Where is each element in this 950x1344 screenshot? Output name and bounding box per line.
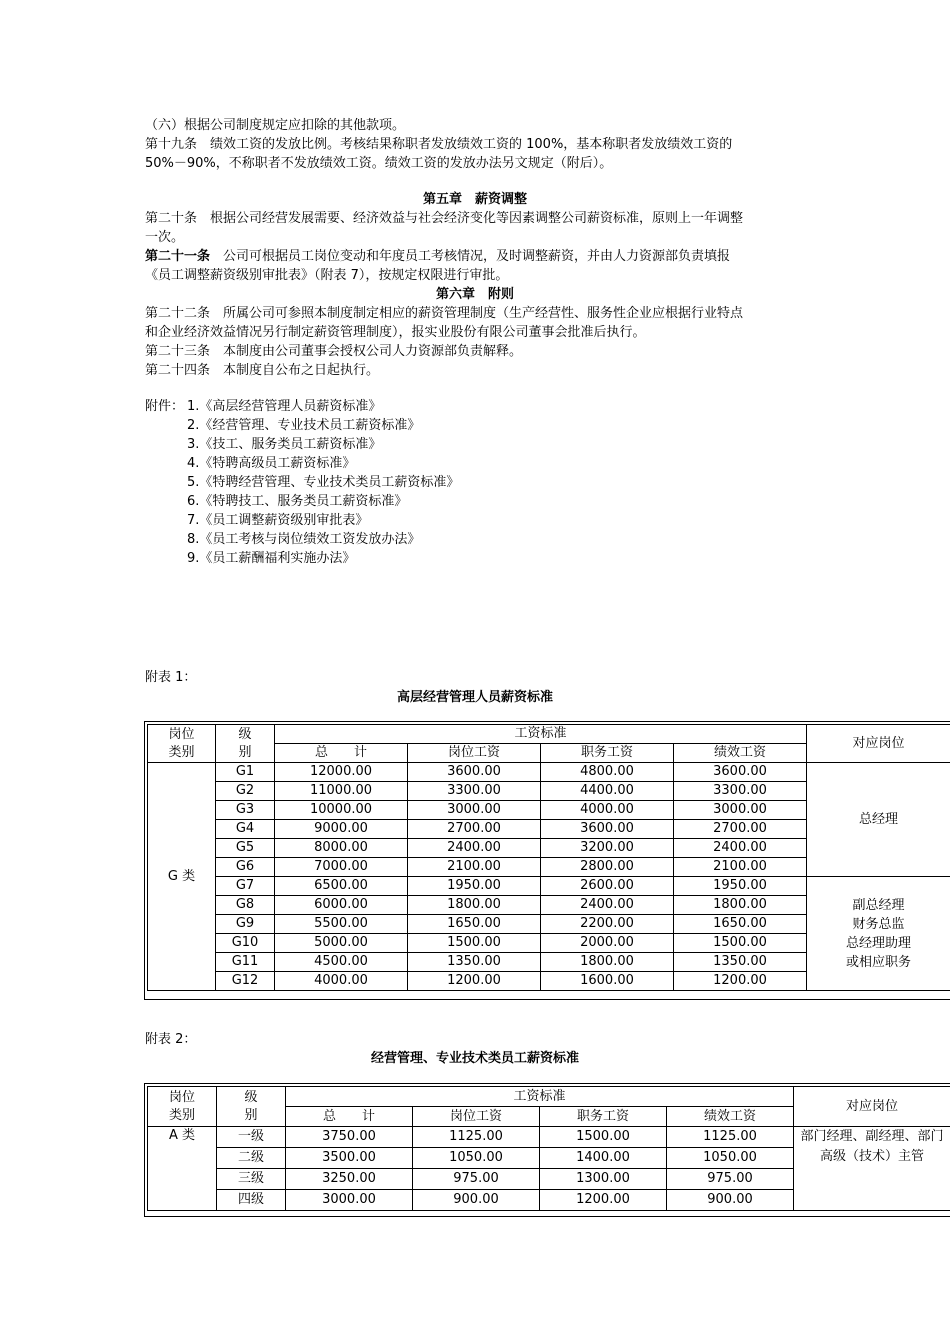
table-cell: 975.00 [667, 1169, 794, 1190]
table-cell: G1 [216, 763, 275, 782]
table-cell: 1800.00 [541, 953, 674, 972]
table-cell: 1500.00 [408, 934, 541, 953]
table-cell: 1350.00 [674, 953, 807, 972]
table1-label: 附表 1： [145, 670, 197, 685]
table-cell: 1650.00 [408, 915, 541, 934]
table-cell: G5 [216, 839, 275, 858]
table-cell: 2200.00 [541, 915, 674, 934]
table-cell: 1950.00 [674, 877, 807, 896]
attachment-item: 5.《特聘经营管理、专业技术类员工薪资标准》 [187, 475, 460, 490]
table-cell: 一级 [217, 1127, 286, 1148]
para-art19-line1: 第十九条 绩效工资的发放比例。考核结果称职者发放绩效工资的 100%，基本称职者发放绩效工资的 [145, 137, 733, 152]
table-cell: 4800.00 [541, 763, 674, 782]
table-cell: 1350.00 [408, 953, 541, 972]
table-cell: 2400.00 [674, 839, 807, 858]
para-art24: 第二十四条 本制度自公布之日起执行。 [145, 363, 380, 378]
table-cell: 10000.00 [275, 801, 408, 820]
table2-label: 附表 2： [145, 1032, 197, 1047]
table-cell: 2700.00 [408, 820, 541, 839]
table-cell: 1500.00 [540, 1127, 667, 1148]
table-cell: 1650.00 [674, 915, 807, 934]
table-cell: 3000.00 [408, 801, 541, 820]
para-art19-line2: 50%－90%，不称职者不发放绩效工资。绩效工资的发放办法另文规定（附后）。 [145, 156, 613, 171]
table-cell: 4500.00 [275, 953, 408, 972]
art21-text: 公司可根据员工岗位变动和年度员工考核情况，及时调整薪资，并由人力资源部负责填报 [210, 249, 731, 264]
para-art22-line1: 第二十二条 所属公司可参照本制度制定相应的薪资管理制度（生产经营性、服务性企业应根据行业特点 [145, 306, 744, 321]
attachment-item: 6.《特聘技工、服务类员工薪资标准》 [187, 494, 408, 509]
table-cell: 1950.00 [408, 877, 541, 896]
table-cell: 1500.00 [674, 934, 807, 953]
table-cell: G10 [216, 934, 275, 953]
table2-header-position: 对应岗位 [794, 1087, 950, 1127]
attachment-item: 7.《员工调整薪资级别审批表》 [187, 513, 369, 528]
para-item6: （六）根据公司制度规定应扣除的其他款项。 [145, 118, 406, 133]
table-cell: 1800.00 [408, 896, 541, 915]
table-cell: G4 [216, 820, 275, 839]
table-row [148, 763, 950, 782]
table2-position: 部门经理、副经理、部门 高级（技术）主管 [794, 1127, 950, 1211]
table-cell: 2600.00 [541, 877, 674, 896]
table-cell: G6 [216, 858, 275, 877]
table1-header-wage-standard: 工资标准 [275, 725, 807, 744]
table-cell: 5500.00 [275, 915, 408, 934]
table1-header-category: 岗位 类别 [148, 725, 216, 763]
table-cell: G12 [216, 972, 275, 991]
table2-header-perf-wage: 绩效工资 [667, 1107, 794, 1127]
table-cell: 3250.00 [286, 1169, 413, 1190]
table1-header-post-wage: 岗位工资 [408, 744, 541, 763]
table-cell: 3300.00 [408, 782, 541, 801]
table-cell: 4000.00 [541, 801, 674, 820]
table-cell: 3600.00 [408, 763, 541, 782]
table-cell: 1300.00 [540, 1169, 667, 1190]
table-cell: 3200.00 [541, 839, 674, 858]
table-cell: 5000.00 [275, 934, 408, 953]
table-cell: 2000.00 [541, 934, 674, 953]
table-row [148, 877, 950, 896]
table2-title: 经营管理、专业技术类员工薪资标准 [370, 1051, 579, 1066]
table-cell: 11000.00 [275, 782, 408, 801]
table-cell: 3750.00 [286, 1127, 413, 1148]
table-cell: 2700.00 [674, 820, 807, 839]
table-cell: 7000.00 [275, 858, 408, 877]
table-cell: 12000.00 [275, 763, 408, 782]
table2-header-duty-wage: 职务工资 [540, 1107, 667, 1127]
table-cell: G7 [216, 877, 275, 896]
table-cell: 1050.00 [413, 1148, 540, 1169]
table-cell: 9000.00 [275, 820, 408, 839]
chapter5-title: 第五章 薪资调整 [422, 192, 527, 207]
table-cell: 1200.00 [674, 972, 807, 991]
table-row [148, 1127, 950, 1148]
table-cell: 4000.00 [275, 972, 408, 991]
table1-header-perf-wage: 绩效工资 [674, 744, 807, 763]
table-cell: 4400.00 [541, 782, 674, 801]
table1-header-duty-wage: 职务工资 [541, 744, 674, 763]
table-cell: 900.00 [413, 1190, 540, 1211]
table-cell: G8 [216, 896, 275, 915]
art21-label: 第二十一条 [145, 249, 211, 264]
table1-header-total: 总 计 [275, 744, 408, 763]
table-cell: 1200.00 [540, 1190, 667, 1211]
attachment-item: 9.《员工薪酬福利实施办法》 [187, 551, 356, 566]
table-cell: 3000.00 [286, 1190, 413, 1211]
table-cell: 3000.00 [674, 801, 807, 820]
para-art21-line2: 《员工调整薪资级别审批表》（附表 7），按规定权限进行审批。 [145, 268, 509, 283]
table1-position-group-2: 副总经理 财务总监 总经理助理 或相应职务 [807, 877, 950, 991]
table1-header-position: 对应岗位 [807, 725, 950, 763]
table-cell: 二级 [217, 1148, 286, 1169]
attachment-item: 3.《技工、服务类员工薪资标准》 [187, 437, 382, 452]
table2-header-wage-standard: 工资标准 [286, 1087, 794, 1107]
table1-header-level: 级 别 [216, 725, 275, 763]
table-cell: 1600.00 [541, 972, 674, 991]
table-cell: 8000.00 [275, 839, 408, 858]
table-cell: G3 [216, 801, 275, 820]
table1 [147, 724, 950, 991]
attachment-item: 2.《经营管理、专业技术员工薪资标准》 [187, 418, 421, 433]
attachment-item: 8.《员工考核与岗位绩效工资发放办法》 [187, 532, 421, 547]
table1-title: 高层经营管理人员薪资标准 [396, 690, 553, 705]
table-cell: 975.00 [413, 1169, 540, 1190]
table2 [147, 1086, 950, 1211]
table-cell: 6500.00 [275, 877, 408, 896]
para-art21-line1 [145, 247, 730, 266]
table-cell: 1800.00 [674, 896, 807, 915]
attachment-item: 1.《高层经营管理人员薪资标准》 [187, 399, 382, 414]
attachments-label: 附件： [145, 399, 185, 414]
table2-header-total: 总 计 [286, 1107, 413, 1127]
table-cell: 2100.00 [408, 858, 541, 877]
attachment-item: 4.《特聘高级员工薪资标准》 [187, 456, 356, 471]
table-cell: 3500.00 [286, 1148, 413, 1169]
table-cell: 1050.00 [667, 1148, 794, 1169]
table-cell: 2100.00 [674, 858, 807, 877]
table-cell: 1400.00 [540, 1148, 667, 1169]
table-cell: 2400.00 [541, 896, 674, 915]
table-cell: 3300.00 [674, 782, 807, 801]
table-cell: 1200.00 [408, 972, 541, 991]
table2-header-level: 级 别 [217, 1087, 286, 1127]
table-cell: 2800.00 [541, 858, 674, 877]
table2-category: A 类 [148, 1127, 217, 1211]
table-cell: 2400.00 [408, 839, 541, 858]
table-cell: 四级 [217, 1190, 286, 1211]
para-art23: 第二十三条 本制度由公司董事会授权公司人力资源部负责解释。 [145, 344, 523, 359]
table-cell: 900.00 [667, 1190, 794, 1211]
para-art20-line2: 一次。 [145, 230, 185, 245]
table1-position-group-1: 总经理 [807, 763, 950, 877]
table-cell: 三级 [217, 1169, 286, 1190]
table-cell: 1125.00 [667, 1127, 794, 1148]
table2-header-category: 岗位 类别 [148, 1087, 217, 1127]
table-cell: 3600.00 [541, 820, 674, 839]
table-cell: 6000.00 [275, 896, 408, 915]
chapter6-title: 第六章 附则 [435, 287, 514, 302]
table-cell: 3600.00 [674, 763, 807, 782]
para-art20-line1: 第二十条 根据公司经营发展需要、经济效益与社会经济变化等因素调整公司薪资标准，原则上一年调整 [145, 211, 744, 226]
table-cell: G2 [216, 782, 275, 801]
table-cell: G11 [216, 953, 275, 972]
table1-category: G 类 [148, 763, 216, 991]
para-art22-line2: 和企业经济效益情况另行制定薪资管理制度），报实业股份有限公司董事会批准后执行。 [145, 325, 646, 340]
table-cell: G9 [216, 915, 275, 934]
table-cell: 1125.00 [413, 1127, 540, 1148]
table2-header-post-wage: 岗位工资 [413, 1107, 540, 1127]
